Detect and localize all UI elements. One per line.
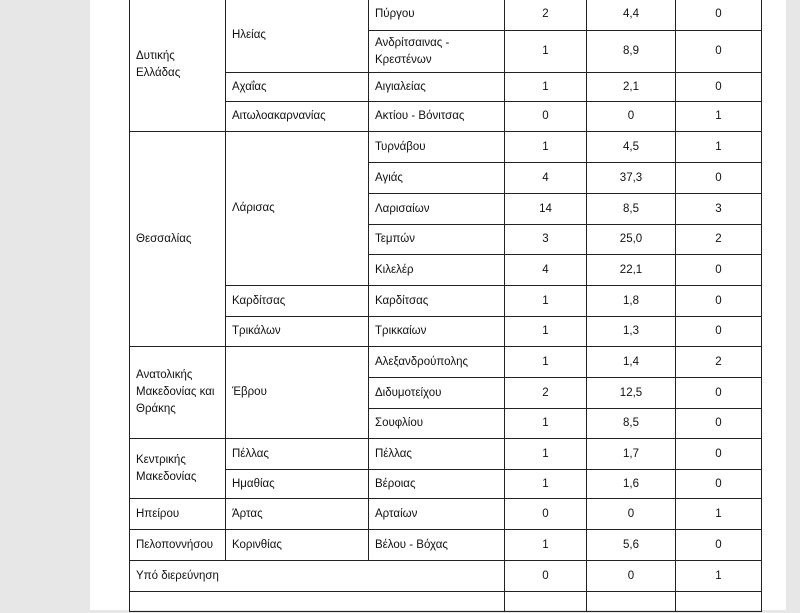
table-row — [130, 347, 762, 378]
deaths-cell: 0 — [676, 0, 762, 31]
rate-cell: 37,3 — [587, 163, 676, 194]
rate-cell: 1,7 — [587, 439, 676, 470]
rate-cell: 25,0 — [587, 225, 676, 255]
table-row-empty — [130, 592, 762, 612]
deaths-cell: 0 — [676, 255, 762, 286]
region-cell: Ανατολικής Μακεδονίας και Θράκης — [130, 347, 226, 439]
region-cell: Ηπείρου — [130, 499, 226, 530]
cases-cell: 1 — [505, 439, 587, 470]
investigation-label: Υπό διερεύνηση — [130, 561, 505, 592]
right-margin — [786, 0, 800, 613]
cases-cell: 3 — [505, 225, 587, 255]
table-row — [130, 499, 762, 530]
rate-cell: 5,6 — [587, 530, 676, 561]
rate-cell: 8,5 — [587, 194, 676, 225]
cases-cell: 14 — [505, 194, 587, 225]
deaths-cell: 0 — [676, 163, 762, 194]
empty-cell — [505, 592, 587, 612]
cases-table — [129, 0, 762, 612]
deaths-cell: 0 — [676, 470, 762, 499]
prefecture-cell: Καρδίτσας — [226, 286, 369, 317]
municipality-cell: Σουφλίου — [369, 409, 505, 439]
prefecture-cell: Αχαΐας — [226, 73, 369, 102]
cases-cell: 1 — [505, 317, 587, 347]
table-row-investigation — [130, 561, 762, 592]
deaths-cell: 0 — [676, 73, 762, 102]
municipality-cell: Κιλελέρ — [369, 255, 505, 286]
table-row — [130, 439, 762, 470]
cases-cell: 0 — [505, 499, 587, 530]
prefecture-cell: Άρτας — [226, 499, 369, 530]
cases-cell: 1 — [505, 409, 587, 439]
deaths-cell: 2 — [676, 225, 762, 255]
municipality-cell: Βέροιας — [369, 470, 505, 499]
cases-cell: 1 — [505, 73, 587, 102]
region-cell: Δυτικής Ελλάδας — [130, 0, 226, 132]
deaths-cell: 0 — [676, 439, 762, 470]
deaths-cell: 1 — [676, 499, 762, 530]
rate-cell: 1,3 — [587, 317, 676, 347]
municipality-cell: Τρικκαίων — [369, 317, 505, 347]
cases-cell: 1 — [505, 530, 587, 561]
rate-cell: 8,5 — [587, 409, 676, 439]
municipality-cell: Διδυμοτείχου — [369, 378, 505, 409]
deaths-cell: 0 — [676, 31, 762, 73]
municipality-cell: Ακτίου - Βόνιτσας — [369, 102, 505, 132]
deaths-cell: 2 — [676, 347, 762, 378]
cases-cell: 1 — [505, 286, 587, 317]
left-margin — [0, 0, 90, 613]
region-cell: Κεντρικής Μακεδονίας — [130, 439, 226, 499]
prefecture-cell: Λάρισας — [226, 132, 369, 286]
municipality-cell: Αρταίων — [369, 499, 505, 530]
prefecture-cell: Έβρου — [226, 347, 369, 439]
rate-cell: 12,5 — [587, 378, 676, 409]
region-cell: Θεσσαλίας — [130, 132, 226, 347]
prefecture-cell: Τρικάλων — [226, 317, 369, 347]
cases-cell: 4 — [505, 163, 587, 194]
rate-cell: 8,9 — [587, 31, 676, 73]
prefecture-cell: Αιτωλοακαρνανίας — [226, 102, 369, 132]
region-cell: Πελοποννήσου — [130, 530, 226, 561]
rate-cell: 4,5 — [587, 132, 676, 163]
deaths-cell: 1 — [676, 132, 762, 163]
municipality-cell: Αιγιαλείας — [369, 73, 505, 102]
deaths-cell: 0 — [676, 317, 762, 347]
municipality-cell: Τυρνάβου — [369, 132, 505, 163]
cases-cell: 0 — [505, 102, 587, 132]
cases-cell: 1 — [505, 31, 587, 73]
deaths-cell: 0 — [676, 530, 762, 561]
municipality-cell: Λαρισαίων — [369, 194, 505, 225]
cases-cell: 2 — [505, 378, 587, 409]
municipality-cell: Βέλου - Βόχας — [369, 530, 505, 561]
cases-table-body — [130, 0, 762, 612]
cases-cell: 4 — [505, 255, 587, 286]
prefecture-cell: Ηλείας — [226, 0, 369, 73]
deaths-cell: 3 — [676, 194, 762, 225]
municipality-cell: Καρδίτσας — [369, 286, 505, 317]
rate-cell: 0 — [587, 499, 676, 530]
prefecture-cell: Κορινθίας — [226, 530, 369, 561]
municipality-cell: Αλεξανδρούπολης — [369, 347, 505, 378]
cases-cell: 2 — [505, 0, 587, 31]
municipality-cell: Πέλλας — [369, 439, 505, 470]
table-row — [130, 530, 762, 561]
municipality-cell: Πύργου — [369, 0, 505, 31]
empty-cell — [130, 592, 505, 612]
rate-cell: 1,8 — [587, 286, 676, 317]
table-row — [130, 132, 762, 163]
cases-cell: 1 — [505, 132, 587, 163]
rate-cell: 0 — [587, 561, 676, 592]
rate-cell: 2,1 — [587, 73, 676, 102]
cases-cell: 1 — [505, 470, 587, 499]
empty-cell — [676, 592, 762, 612]
deaths-cell: 0 — [676, 409, 762, 439]
rate-cell: 4,4 — [587, 0, 676, 31]
rate-cell: 22,1 — [587, 255, 676, 286]
rate-cell: 1,6 — [587, 470, 676, 499]
cases-cell: 1 — [505, 347, 587, 378]
prefecture-cell: Ημαθίας — [226, 470, 369, 499]
deaths-cell: 1 — [676, 561, 762, 592]
deaths-cell: 0 — [676, 286, 762, 317]
deaths-cell: 1 — [676, 102, 762, 132]
rate-cell: 0 — [587, 102, 676, 132]
rate-cell: 1,4 — [587, 347, 676, 378]
cases-cell: 0 — [505, 561, 587, 592]
table-row — [130, 0, 762, 31]
municipality-cell: Τεμπών — [369, 225, 505, 255]
municipality-cell: Αγιάς — [369, 163, 505, 194]
prefecture-cell: Πέλλας — [226, 439, 369, 470]
deaths-cell: 0 — [676, 378, 762, 409]
empty-cell — [587, 592, 676, 612]
municipality-cell: Ανδρίτσαινας - Κρεστένων — [369, 31, 505, 73]
